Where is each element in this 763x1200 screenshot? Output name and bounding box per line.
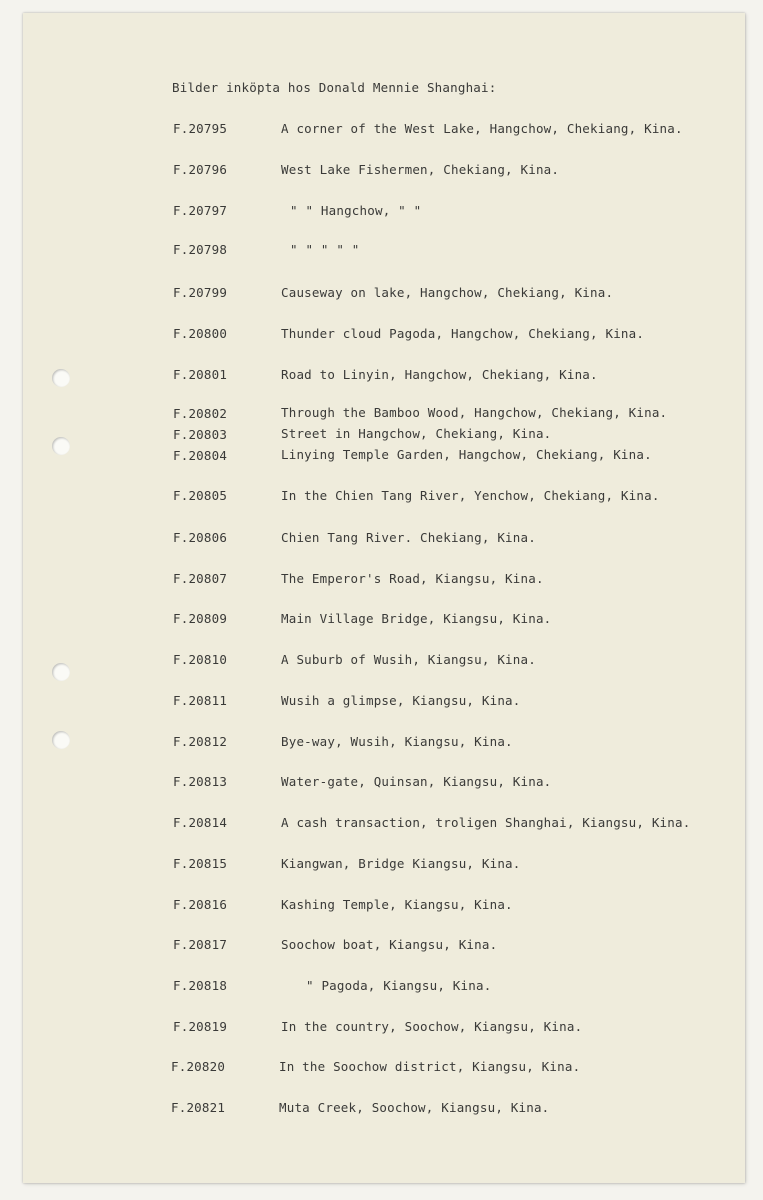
photo-title: In the Soochow district, Kiangsu, Kina. [279,1059,581,1074]
catalog-number: F.20820 [171,1059,226,1074]
catalog-number: F.20800 [173,326,228,341]
catalog-number: F.20799 [173,285,228,300]
photo-title: A cash transaction, troligen Shanghai, Kiangsu, Kina. [281,815,691,830]
document-heading: Bilder inköpta hos Donald Mennie Shanghai: [172,80,497,95]
photo-title: Soochow boat, Kiangsu, Kina. [281,937,498,952]
photo-title: " " Hangchow, " " [290,203,422,218]
catalog-number: F.20810 [173,652,228,667]
catalog-number: F.20806 [173,530,228,545]
photo-title: Kiangwan, Bridge Kiangsu, Kina. [281,856,521,871]
photo-title: Muta Creek, Soochow, Kiangsu, Kina. [279,1100,550,1115]
catalog-number: F.20817 [173,937,228,952]
photo-title: Main Village Bridge, Kiangsu, Kina. [281,611,552,626]
catalog-number: F.20796 [173,162,228,177]
photo-title: Wusih a glimpse, Kiangsu, Kina. [281,693,521,708]
photo-title: Through the Bamboo Wood, Hangchow, Chekiang, Kina. [281,405,668,420]
catalog-number: F.20821 [171,1100,226,1115]
photo-title: Linying Temple Garden, Hangchow, Chekiang, Kina. [281,447,652,462]
catalog-number: F.20807 [173,571,228,586]
catalog-number: F.20813 [173,774,228,789]
photo-title: A corner of the West Lake, Hangchow, Chekiang, Kina. [281,121,683,136]
catalog-number: F.20798 [173,242,228,257]
catalog-number: F.20804 [173,448,228,463]
catalog-number: F.20801 [173,367,228,382]
photo-title: Street in Hangchow, Chekiang, Kina. [281,426,552,441]
photo-title: Road to Linyin, Hangchow, Chekiang, Kina. [281,367,598,382]
photo-title: Water-gate, Quinsan, Kiangsu, Kina. [281,774,552,789]
catalog-number: F.20814 [173,815,228,830]
photo-title: Thunder cloud Pagoda, Hangchow, Chekiang, Kina. [281,326,645,341]
punch-hole [52,731,70,749]
catalog-number: F.20812 [173,734,228,749]
photo-title: Kashing Temple, Kiangsu, Kina. [281,897,513,912]
catalog-number: F.20819 [173,1019,228,1034]
photo-title: Bye-way, Wusih, Kiangsu, Kina. [281,734,513,749]
punch-hole [52,663,70,681]
punch-hole [52,437,70,455]
photo-title: " Pagoda, Kiangsu, Kina. [306,978,492,993]
photo-title: A Suburb of Wusih, Kiangsu, Kina. [281,652,536,667]
catalog-number: F.20818 [173,978,228,993]
photo-title: In the country, Soochow, Kiangsu, Kina. [281,1019,583,1034]
photo-title: Causeway on lake, Hangchow, Chekiang, Kina. [281,285,614,300]
catalog-number: F.20811 [173,693,228,708]
catalog-number: F.20805 [173,488,228,503]
catalog-number: F.20795 [173,121,228,136]
punch-hole [52,369,70,387]
catalog-number: F.20816 [173,897,228,912]
catalog-number: F.20797 [173,203,228,218]
photo-title: In the Chien Tang River, Yenchow, Chekiang, Kina. [281,488,660,503]
document-page [23,13,745,1183]
catalog-number: F.20809 [173,611,228,626]
photo-title: The Emperor's Road, Kiangsu, Kina. [281,571,544,586]
photo-title: " " " " " [290,242,360,257]
catalog-number: F.20802 [173,406,228,421]
photo-title: West Lake Fishermen, Chekiang, Kina. [281,162,560,177]
catalog-number: F.20815 [173,856,228,871]
catalog-number: F.20803 [173,427,228,442]
photo-title: Chien Tang River. Chekiang, Kina. [281,530,536,545]
